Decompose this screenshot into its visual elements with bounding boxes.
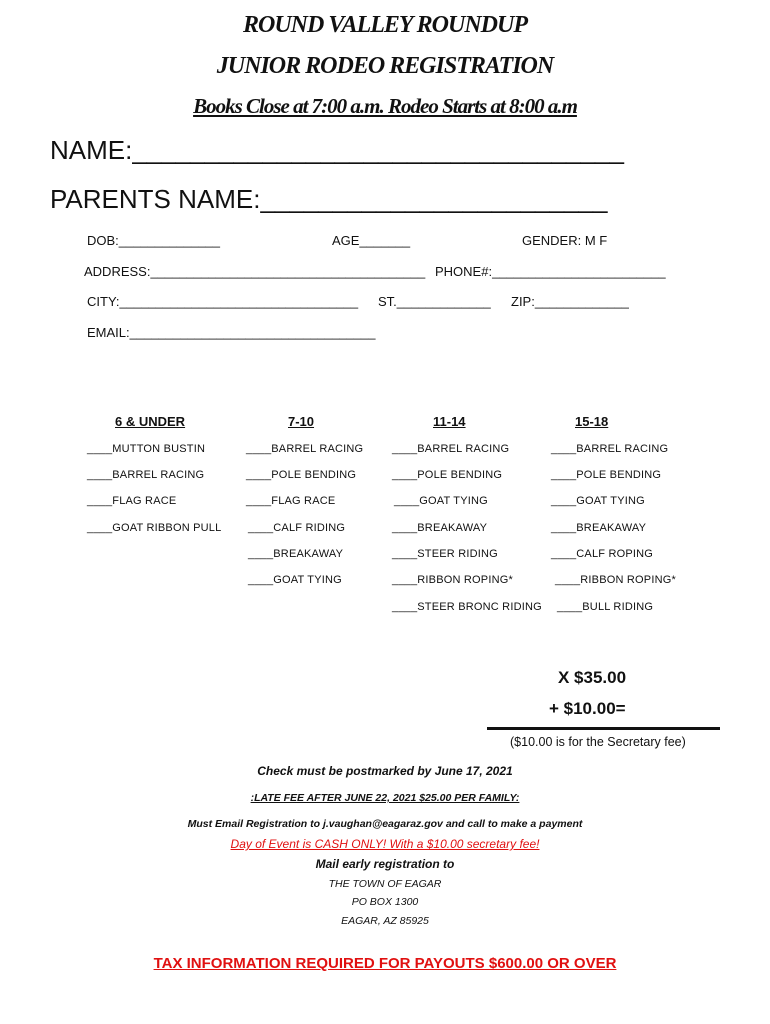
late-fee-note: :LATE FEE AFTER JUNE 22, 2021 $25.00 PER FAMILY: [250, 792, 520, 804]
mail-early-note: Mail early registration to [315, 857, 455, 871]
event-goat-tying[interactable]: ____GOAT TYING [248, 574, 342, 586]
event-goat-tying[interactable]: ____GOAT TYING [394, 495, 488, 507]
title-schedule: Books Close at 7:00 a.m. Rodeo Starts at 8:00 a.m [193, 94, 577, 118]
mail-address-line2: PO BOX 1300 [351, 896, 419, 908]
mail-address-line1: THE TOWN OF EAGAR [328, 878, 442, 890]
event-pole-bending[interactable]: ____POLE BENDING [392, 469, 503, 481]
event-bull-riding[interactable]: ____BULL RIDING [557, 601, 654, 613]
total-line [487, 727, 720, 730]
parents-name-field[interactable]: PARENTS NAME:________________________ [50, 184, 608, 214]
event-mutton-bustin[interactable]: ____MUTTON BUSTIN [87, 443, 206, 455]
title-registration: JUNIOR RODEO REGISTRATION [216, 53, 554, 79]
event-barrel-racing[interactable]: ____BARREL RACING [551, 443, 669, 455]
event-steer-bronc-riding[interactable]: ____STEER BRONC RIDING [392, 601, 542, 613]
event-steer-riding[interactable]: ____STEER RIDING [392, 548, 498, 560]
event-calf-roping[interactable]: ____CALF ROPING [551, 548, 654, 560]
event-goat-tying[interactable]: ____GOAT TYING [551, 495, 645, 507]
header-6-under: 6 & UNDER [115, 414, 186, 429]
cash-only-note: Day of Event is CASH ONLY! With a $10.00 secretary fee! [230, 837, 540, 851]
event-pole-bending[interactable]: ____POLE BENDING [246, 469, 357, 481]
event-calf-riding[interactable]: ____CALF RIDING [248, 522, 346, 534]
event-ribbon-roping[interactable]: ____RIBBON ROPING* [392, 574, 513, 586]
event-flag-race[interactable]: ____FLAG RACE [87, 495, 177, 507]
event-breakaway[interactable]: ____BREAKAWAY [392, 522, 488, 534]
city-field[interactable]: CITY:_________________________________ [87, 294, 359, 309]
email-note: Must Email Registration to j.vaughan@eagaraz.gov and call to make a payment [187, 818, 583, 830]
phone-field[interactable]: PHONE#:________________________ [435, 264, 666, 279]
event-pole-bending[interactable]: ____POLE BENDING [551, 469, 662, 481]
header-15-18: 15-18 [575, 414, 609, 429]
event-barrel-racing[interactable]: ____BARREL RACING [392, 443, 510, 455]
fee-secretary: + $10.00= [549, 699, 626, 718]
event-barrel-racing[interactable]: ____BARREL RACING [87, 469, 205, 481]
name-field[interactable]: NAME:__________________________________ [50, 135, 624, 165]
email-field[interactable]: EMAIL:__________________________________ [87, 325, 376, 340]
event-barrel-racing[interactable]: ____BARREL RACING [246, 443, 364, 455]
event-flag-race[interactable]: ____FLAG RACE [246, 495, 336, 507]
fee-note: ($10.00 is for the Secretary fee) [510, 735, 686, 749]
postmark-note: Check must be postmarked by June 17, 2021 [257, 764, 513, 778]
tax-info-note: TAX INFORMATION REQUIRED FOR PAYOUTS $600.00 OR OVER [153, 955, 617, 972]
address-field[interactable]: ADDRESS:______________________________________ [84, 264, 426, 279]
gender-field[interactable]: GENDER: M F [522, 233, 608, 248]
zip-field[interactable]: ZIP:_____________ [511, 294, 629, 309]
mail-address-line3: EAGAR, AZ 85925 [341, 915, 429, 927]
dob-field[interactable]: DOB:______________ [87, 233, 221, 248]
title-round-valley: ROUND VALLEY ROUNDUP [243, 12, 527, 38]
fee-entry: X $35.00 [558, 668, 627, 687]
header-11-14: 11-14 [433, 414, 466, 429]
event-ribbon-roping[interactable]: ____RIBBON ROPING* [555, 574, 676, 586]
state-field[interactable]: ST._____________ [378, 294, 491, 309]
event-breakaway[interactable]: ____BREAKAWAY [551, 522, 647, 534]
age-field[interactable]: AGE_______ [332, 233, 411, 248]
header-7-10: 7-10 [288, 414, 315, 429]
event-goat-ribbon-pull[interactable]: ____GOAT RIBBON PULL [87, 522, 222, 534]
event-breakaway[interactable]: ____BREAKAWAY [248, 548, 344, 560]
